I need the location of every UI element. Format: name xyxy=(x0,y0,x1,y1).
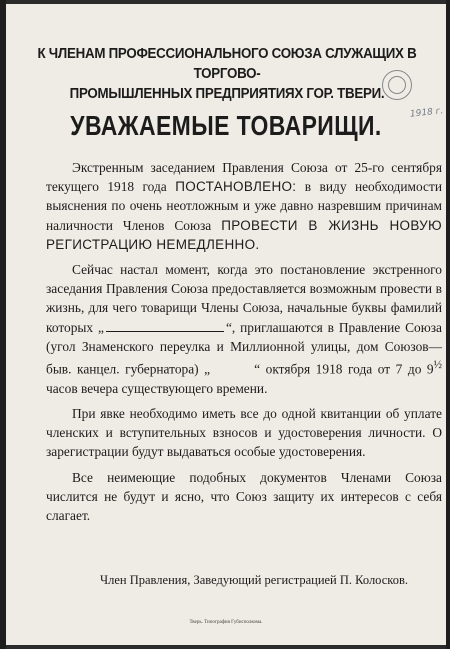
scan-edge-right xyxy=(446,0,450,649)
poster-header xyxy=(37,44,418,104)
paragraph-documents: При явке необходимо иметь все до одной квитанции об уплате членских и вступительных взносов и удостоверения личности. О зарегистрации будут выдаваться особые удостоверения. xyxy=(46,405,442,460)
header-line-2: ПРОМЫШЛЕННЫХ ПРЕДПРИЯТИЯХ ГОР. ТВЕРИ. xyxy=(69,86,385,102)
registration-order: ПРОВЕСТИ В ЖИЗНЬ НОВУЮ РЕГИСТРАЦИЮ НЕМЕДЛЕННО. xyxy=(46,217,442,252)
letters-blank-field xyxy=(106,320,224,332)
paragraph-invitation: Сейчас настал момент, когда это постановление экстренного заседания Правления Союза предоставляется возможным провести в жизнь, для чего товарищи Члены Союза, начальные буквы фамилий которых „ “, приглашаются в Правление Союза (угол Знаменского переулка и Миллионной улицы, дом Союзов—быв. канцел. губернатора) „ “ октября 1918 года от 7 до $9^{\frac{1}{2}}$ часов вечера существующего времени. xyxy=(46,262,443,396)
printer-imprint: Тверь. Типография Губисполкома. xyxy=(189,620,263,625)
signature-line: Член Правления, Заведующий регистрацией П. Колосков. xyxy=(100,573,409,587)
poster-title: УВАЖАЕМЫЕ ТОВАРИЩИ. xyxy=(70,110,382,141)
poster-body xyxy=(46,158,442,531)
paragraph-resolution: Экстренным заседанием Правления Союза от 25-го сентября текущего 1918 года ПОСТАНОВЛЕНО: в виду необходимости выяснения по очень неотложным и уже давно назревшим причинам наличности Членов Союза ПРОВЕСТИ В ЖИЗНЬ НОВУЮ РЕГИСТРАЦИЮ НЕМЕДЛЕННО. xyxy=(46,160,442,252)
header-line-1: К ЧЛЕНАМ ПРОФЕССИОНАЛЬНОГО СОЮЗА СЛУЖАЩИХ В ТОРГОВО- xyxy=(37,46,417,82)
resolved-word: ПОСТАНОВЛЕНО: xyxy=(175,179,297,195)
paragraph-warning: Все неимеющие подобных документов Членами Союза числится не будут и ясно, что Союз защиту их интересов с себя слагает. xyxy=(46,469,442,523)
handwritten-year: 1918 г. xyxy=(409,106,444,120)
archive-stamp-icon xyxy=(382,70,412,100)
poster-sheet xyxy=(6,4,446,645)
